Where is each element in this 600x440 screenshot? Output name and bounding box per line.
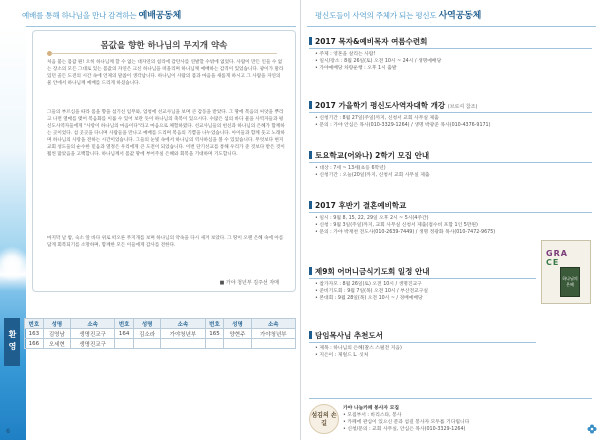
article-paragraph-1: 처음 불는 몸값 뭔! 오히 하나님께 할 수 없는 대자연의 섭리에 감탄사를 연발할 수밖에 없었다. 사람이 만든 인들 수 없는 장소의 모든 그대로 있는 몸값의 자연은 크신 하나님을 떠올리며 하나님께 예배하는 감격이 있었습니다. 광이가 말라 있던 골든 도전의 시간 속에 언제의 말씀이 생각납니다. 하나님이 사람의 몸과 마음을 새롭게 하시고 그 사람을 자연의 물 안에서 하나님께 예배를 드리게 하셨습니다. bbox=[47, 60, 284, 86]
bullet-text: 일시/장소 : 8월 26일(토) 오전 10시 ~ 24시 / 생명예배당 bbox=[319, 59, 442, 64]
book-letters-2: CE bbox=[546, 258, 560, 267]
bullet-line: • 참가자모 : 8월 26일(토) 오전 10시 / 생명진교구 bbox=[315, 282, 422, 287]
section-title bbox=[309, 100, 477, 111]
article-paragraph-3: 마지막 날 밤, 숙소 앞 바다 위로 떠오른 무지개를 보며 하나님의 약속을 다시 새겨 보았다. 그 땅이 오랜 은혜 속에 아름답게 회복되기를 소망하며, 함께한 모든 이들에게 감사를 전한다. bbox=[47, 236, 284, 248]
section-title-text: 2017 가을학기 평신도사역자대학 개강 bbox=[315, 101, 446, 110]
bullet-text: 모집부서 : 바리스타, 봉사 bbox=[347, 413, 402, 418]
col-header: 번호 bbox=[25, 319, 44, 329]
bullet-text: 가야예배당 차량운행 : 오후 1시 출발 bbox=[319, 66, 397, 71]
book-letters-1: GRA bbox=[546, 249, 568, 258]
section-title bbox=[309, 150, 429, 161]
signature-text: 가야 청년부 김주선 자매 bbox=[225, 280, 279, 286]
section-title-text: 제9회 어머니금식기도회 일정 안내 bbox=[315, 267, 430, 276]
section-title-text: 토요학교(어와나) 2학기 모집 안내 bbox=[315, 151, 430, 160]
bullet-line: • 신청/문의 : 교회 사무실, 안심은 목사(010-3329-1264) bbox=[343, 427, 466, 432]
book-inner-title: 하나님의 은혜 bbox=[562, 276, 578, 287]
service-hands-badge: 섬김의 손길 bbox=[309, 404, 339, 434]
bullet-text: 제목 : 하나님의 은혜(찰스 스펄전 지음) bbox=[319, 346, 402, 351]
bullet-line: • 일시/장소 : 8월 26일(토) 오전 10시 ~ 24시 / 생명예배당 bbox=[315, 59, 442, 64]
sea-photo bbox=[0, 26, 26, 440]
right-header bbox=[315, 8, 481, 21]
col-header: 성명 bbox=[224, 319, 251, 329]
cell bbox=[115, 339, 134, 349]
cell bbox=[251, 339, 295, 349]
bullet-line: • 문의 : 가야 박재천 전도사(010-2639-7449) / 생명 정광화 목사(010-7472-9675) bbox=[315, 230, 496, 235]
col-header: 소속 bbox=[70, 319, 114, 329]
cell: 가야청년부 bbox=[251, 329, 295, 339]
cell bbox=[224, 339, 251, 349]
book-cover-image bbox=[541, 240, 591, 304]
cell: 김영남 bbox=[43, 329, 70, 339]
bullet-line: • 주제 : 영혼을 살리는 사람! bbox=[315, 52, 376, 57]
cell bbox=[205, 339, 224, 349]
cell: 163 bbox=[25, 329, 44, 339]
section-divider bbox=[309, 342, 536, 343]
bullet-text: 참가자모 : 8월 26일(토) 오전 10시 / 생명진교구 bbox=[319, 282, 422, 287]
table-row bbox=[25, 329, 296, 339]
welcome-label: 환영 bbox=[4, 318, 20, 366]
col-header: 성명 bbox=[134, 319, 161, 329]
section-divider bbox=[309, 112, 592, 113]
col-header: 번호 bbox=[115, 319, 134, 329]
bullet-line: • 대상 : 7세 ~ 13세(초등 6학년) bbox=[315, 166, 386, 171]
cell: 가야청년부 bbox=[161, 329, 205, 339]
section-title-text: 2017 후반기 결혼예비학교 bbox=[315, 201, 407, 210]
section-bar-icon bbox=[309, 267, 312, 275]
bullet-line: • 문의 : 가야 안심은 목사(010-3329-1264) / 생명 박광준 목사(010-4376-9171) bbox=[315, 123, 491, 128]
bullet-line: • 카페에 관심이 있으신 분과 섬길 봉사자 모두를 기다립니다 bbox=[343, 420, 470, 425]
cell: 생명진교구 bbox=[70, 339, 114, 349]
section-divider bbox=[309, 162, 592, 163]
welcome-section bbox=[4, 318, 296, 366]
section-title-text: 담임목사님 추천도서 bbox=[315, 331, 383, 340]
bullet-line: • 지은이 : 제럴드 L. 싯처 bbox=[315, 353, 369, 358]
bullet-line: • 준비기도회 : 9월 7일(목) 오전 10시 / 부산전교구실 bbox=[315, 289, 428, 294]
right-header-line bbox=[307, 26, 596, 27]
bullet-text: 신청 : 9월 3일(주일)까지, 교회 사무실 신청서 제출(접수비 포함 1인 5만원) bbox=[319, 223, 478, 228]
article-title: 몸값을 향한 하나님의 무지개 약속 bbox=[100, 41, 228, 51]
bullet-text: 대상 : 7세 ~ 13세(초등 6학년) bbox=[319, 166, 386, 171]
col-header: 소속 bbox=[161, 319, 205, 329]
section-bar-icon bbox=[309, 151, 312, 159]
section-title bbox=[309, 200, 406, 211]
article-paragraph-2: 그들의 부르심을 따라 몸을 향을 섬기신 임무와, 엄청에 선교사님을 보며 큰 감동을 받았다. 그 땅에 복음의 씨앗을 뿌리고 나면 열매를 맺어 복음화를 이룰 수 있어 보란 듯이 하나님의 축복이 있으시다. 수많은 섬의 바다 물을 사역자들과 평신도사역자들에게 "사랑이 하나님의 마음이다"라고 마음으로 체험하였다. 선교사님들의 헌신과 하나님의 은혜가 함께하는 곳이었다. 섬 곳곳을 다니며 사람들을 만나고 예배를 드리며 복음의 기쁨을 나누었습니다. 아이들과 함께 웃고 노래하며 하나님의 사랑을 전하는 시간이었습니다. 그들의 눈빛 속에서 하나님의 역사하심을 볼 수 있었습니다. 무엇보다 현지 교회 성도들의 순수한 믿음과 열정은 우리에게 큰 도전이 되었습니다. 이번 단기선교를 통해 우리가 준 것보다 받은 것이 훨씬 많았음을 고백합니다. 하나님께서 몸값 땅에 부어주실 은혜와 회복을 기대하며 기도합니다. bbox=[47, 110, 285, 157]
section-divider bbox=[309, 48, 592, 49]
bullet-line: • 본대회 : 9월 28일(목) 오전 10시 ~ / 경배예배당 bbox=[315, 296, 423, 301]
cell: 164 bbox=[115, 329, 134, 339]
bullet-text: 문의 : 가야 박재천 전도사(010-2639-7449) / 생명 정광화 목사(010-7472-9675) bbox=[319, 230, 496, 235]
bullet-line: • 신청기간 : 8월 27일(주일)까지, 신청서 교회 사무실 제출 bbox=[315, 116, 439, 121]
right-page bbox=[300, 0, 600, 440]
cell: 166 bbox=[25, 339, 44, 349]
section-divider bbox=[309, 278, 536, 279]
section-divider bbox=[309, 398, 592, 399]
left-header-title: 예배공동체 bbox=[138, 11, 182, 21]
section-bar-icon bbox=[309, 201, 312, 209]
bullet-line: • 신청 : 9월 3일(주일)까지, 교회 사무실 신청서 제출(접수비 포함 1인 5만원) bbox=[315, 223, 478, 228]
cell: 생명진교구 bbox=[70, 329, 114, 339]
cell: 오세현 bbox=[43, 339, 70, 349]
right-header-title: 사역공동체 bbox=[438, 11, 482, 21]
section-title bbox=[309, 266, 429, 277]
bullet-line: • 일시 : 9월 8, 15, 22, 29일 오후 2시 ~ 5시(4주간) bbox=[315, 216, 429, 221]
col-header: 번호 bbox=[205, 319, 224, 329]
bullet-text: 일시 : 9월 8, 15, 22, 29일 오후 2시 ~ 5시(4주간) bbox=[319, 216, 429, 221]
cell: 양현주 bbox=[224, 329, 251, 339]
title-underline bbox=[51, 53, 277, 54]
left-header bbox=[22, 8, 181, 21]
left-header-line bbox=[4, 26, 296, 27]
bullet-line: • 가야예배당 차량운행 : 오후 1시 출발 bbox=[315, 66, 397, 71]
section-note: (브로셔 참조) bbox=[447, 104, 478, 110]
bullet-text: 지은이 : 제럴드 L. 싯처 bbox=[319, 353, 369, 358]
volunteer-title: 가야 나눔카페 봉사자 모집 bbox=[343, 406, 399, 411]
col-header: 소속 bbox=[251, 319, 295, 329]
bullet-text: 본대회 : 9월 28일(목) 오전 10시 ~ / 경배예배당 bbox=[319, 296, 423, 301]
bullet-text: 준비기도회 : 9월 7일(목) 오전 10시 / 부산전교구실 bbox=[319, 289, 428, 294]
section-divider bbox=[309, 212, 592, 213]
bullet-text: 문의 : 가야 안심은 목사(010-3329-1264) / 생명 박광준 목사(010-4376-9171) bbox=[319, 123, 491, 128]
bullet-line: • 신청기간 : 오늘(20일)까지, 신청서 교회 사무실 제출 bbox=[315, 173, 430, 178]
table-row bbox=[25, 339, 296, 349]
left-page-number: 6 bbox=[6, 428, 11, 435]
section-title-text: 2017 목자&예비목자 여름수련회 bbox=[315, 37, 428, 46]
welcome-table bbox=[24, 318, 296, 349]
article-signature: ■ 가야 청년부 김주선 자매 bbox=[219, 280, 279, 286]
col-header: 성명 bbox=[43, 319, 70, 329]
section-title bbox=[309, 330, 383, 341]
cell bbox=[161, 339, 205, 349]
right-header-pre: 평신도들이 사역의 주체가 되는 평신도 bbox=[315, 11, 439, 20]
mission-article bbox=[32, 30, 296, 292]
bullet-text: 카페에 관심이 있으신 분과 섬길 봉사자 모두를 기다립니다 bbox=[347, 420, 470, 425]
bullet-line: • 제목 : 하나님의 은혜(찰스 스펄전 지음) bbox=[315, 346, 402, 351]
section-bar-icon bbox=[309, 101, 312, 109]
bullet-text: 신청기간 : 오늘(20일)까지, 신청서 교회 사무실 제출 bbox=[319, 173, 430, 178]
book-inner-cover bbox=[560, 267, 580, 297]
bullet-line: • 모집부서 : 바리스타, 봉사 bbox=[343, 413, 402, 418]
left-header-pre: 예배를 통해 하나님을 만나 감격하는 bbox=[22, 11, 139, 20]
section-bar-icon bbox=[309, 331, 312, 339]
section-bar-icon bbox=[309, 37, 312, 45]
welcome-header-row bbox=[25, 319, 296, 329]
cell: 김소라 bbox=[134, 329, 161, 339]
volunteer-notice bbox=[343, 405, 469, 433]
sun-glow bbox=[0, 246, 30, 282]
cell: 165 bbox=[205, 329, 224, 339]
bullet-text: 주제 : 영혼을 살리는 사람! bbox=[319, 52, 376, 57]
section-title bbox=[309, 36, 427, 47]
book-cover-letters bbox=[546, 249, 568, 267]
flower-icon bbox=[587, 424, 597, 434]
cell bbox=[134, 339, 161, 349]
bullet-text: 신청/문의 : 교회 사무실, 안심은 목사(010-3329-1264) bbox=[347, 427, 466, 432]
bullet-text: 신청기간 : 8월 27일(주일)까지, 신청서 교회 사무실 제출 bbox=[319, 116, 439, 121]
